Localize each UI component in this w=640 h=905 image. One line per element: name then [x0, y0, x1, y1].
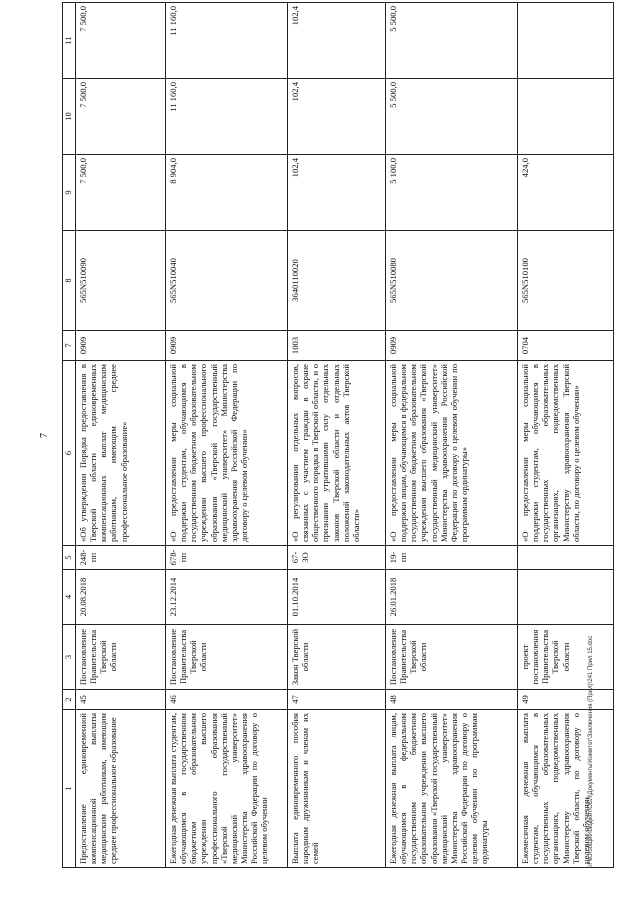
section-code: 0909: [386, 331, 518, 361]
section-code: 0909: [76, 331, 166, 361]
amount-col-11: [518, 3, 614, 79]
section-code: 0704: [518, 331, 614, 361]
document-type: Постановление Правительства Тверской области: [76, 625, 166, 690]
table-row: [166, 3, 288, 868]
amount-col-10: 5 500,0: [386, 79, 518, 155]
budget-code: 565N510080: [386, 231, 518, 331]
header-cell: 9: [63, 155, 76, 231]
document-type: проект постановления Правительства Тверской области: [518, 625, 614, 690]
document-date: 26.01.2018: [386, 570, 518, 625]
amount-col-9: 424,0: [518, 155, 614, 231]
document-type: Постановление Правительства Тверской области: [166, 625, 288, 690]
amount-col-9: 7 500,0: [76, 155, 166, 231]
measure-name: Ежемесячная денежная выплата студентам, обучающимся в государственных образовательных организациях, подведомственных Министерству здравоохранения Тверской области, по договору о целевом обучении: [518, 710, 614, 868]
header-cell: 11: [63, 3, 76, 79]
amount-col-10: 7 500,0: [76, 79, 166, 155]
header-cell: 4: [63, 570, 76, 625]
amount-col-10: [518, 79, 614, 155]
measure-name: Выплата единовременного пособия народным дружинникам и членам их семей: [288, 710, 386, 868]
measure-name: Предоставление единовременной компенсационной выплаты медицинским работникам, имеющим среднее профессиональное образование: [76, 710, 166, 868]
document-date: 01.10.2014: [288, 570, 386, 625]
amount-col-9: 102,4: [288, 155, 386, 231]
document-type: Закон Тверской области: [288, 625, 386, 690]
row-number: 49: [518, 690, 614, 710]
table-row: [518, 3, 614, 868]
section-code: 0909: [166, 331, 288, 361]
measure-name: Ежегодная денежная выплата студентам, обучающимся в государственном бюджетном образовательном учреждении высшего профессионального образования «Тверской государственный медицинский университет» Министерства здравоохранения Российской Федерации по договору о целевом обучении: [166, 710, 288, 868]
document-title: «О предоставлении меры социальной поддержки студентам, обучающимся в государственном бюджетном образовательном учреждении высшего профессионального образования «Тверской государственный медицинский университет» Министерства здравоохранения Российской Федерации по договору о целевом обучении»: [166, 361, 288, 546]
header-row: [63, 3, 76, 868]
document-title: «Об утверждении Порядка предоставления в Тверской области единовременных компенсационных выплат медицинским работникам, имеющим среднее профессиональное образование»: [76, 361, 166, 546]
budget-code: 565N510100: [518, 231, 614, 331]
budget-code: 565N510040: [166, 231, 288, 331]
document-title: «О регулировании отдельных вопросов, связанных с участием граждан в охране общественного порядка в Тверской области, и о признании утратившими силу отдельных законов Тверской области и отдельных положений законодательных актов Тверской области»: [288, 361, 386, 546]
document-title: «О предоставлении меры социальной поддержки лицам, обучающимся в федеральном государственном бюджетном образовательном учреждении высшего образования «Тверской государственный медицинский университет» Министерства здравоохранения Российской Федерации по договору о целевом обучении по программам ординатуры»: [386, 361, 518, 546]
table-row: [288, 3, 386, 868]
budget-code: 3640110020: [288, 231, 386, 331]
amount-col-9: 8 904,0: [166, 155, 288, 231]
document-date: 20.08.2018: [76, 570, 166, 625]
amount-col-10: 102,4: [288, 79, 386, 155]
header-cell: 7: [63, 331, 76, 361]
row-number: 47: [288, 690, 386, 710]
page-number: 7: [39, 433, 50, 438]
file-path-footer: \\FsO\общие\бюджет\ОБЛ\Документы\Комитет\Заключения (Прил)\241 Прил 15.doc: [588, 635, 594, 868]
document-number: [518, 546, 614, 570]
document-number: 248-пп: [76, 546, 166, 570]
appendix-table: [62, 2, 614, 868]
header-cell: 10: [63, 79, 76, 155]
row-number: 46: [166, 690, 288, 710]
table-row: [386, 3, 518, 868]
amount-col-9: 5 100,0: [386, 155, 518, 231]
header-cell: 8: [63, 231, 76, 331]
row-number: 48: [386, 690, 518, 710]
document-date: 23.12.2014: [166, 570, 288, 625]
header-cell: 6: [63, 361, 76, 546]
document-title: «О предоставлении меры социальной поддержки студентам, обучающимся в государственных образовательных организациях, подведомственных Министерству здравоохранения Тверской области, по договору о целевом обучении»: [518, 361, 614, 546]
amount-col-10: 11 160,0: [166, 79, 288, 155]
budget-code: 565N510090: [76, 231, 166, 331]
document-number: 19-пп: [386, 546, 518, 570]
row-number: 45: [76, 690, 166, 710]
document-type: Постановление Правительства Тверской области: [386, 625, 518, 690]
document-number: 678-пп: [166, 546, 288, 570]
amount-col-11: 11 160,0: [166, 3, 288, 79]
table-row: [76, 3, 166, 868]
header-cell: 1: [63, 710, 76, 868]
amount-col-11: 7 500,0: [76, 3, 166, 79]
header-cell: 2: [63, 690, 76, 710]
document-date: [518, 570, 614, 625]
section-code: 1003: [288, 331, 386, 361]
amount-col-11: 102,4: [288, 3, 386, 79]
header-cell: 5: [63, 546, 76, 570]
rotated-landscape-page: [30, 3, 610, 868]
header-cell: 3: [63, 625, 76, 690]
amount-col-11: 5 500,0: [386, 3, 518, 79]
measure-name: Ежегодная денежная выплата лицам, обучающимся в федеральном государственном бюджетном образовательном учреждении высшего образования «Тверской государственный медицинский университет» Министерства здравоохранения Российской Федерации по договору о целевом обучении по программам ординатуры: [386, 710, 518, 868]
document-number: 67-ЗО: [288, 546, 386, 570]
